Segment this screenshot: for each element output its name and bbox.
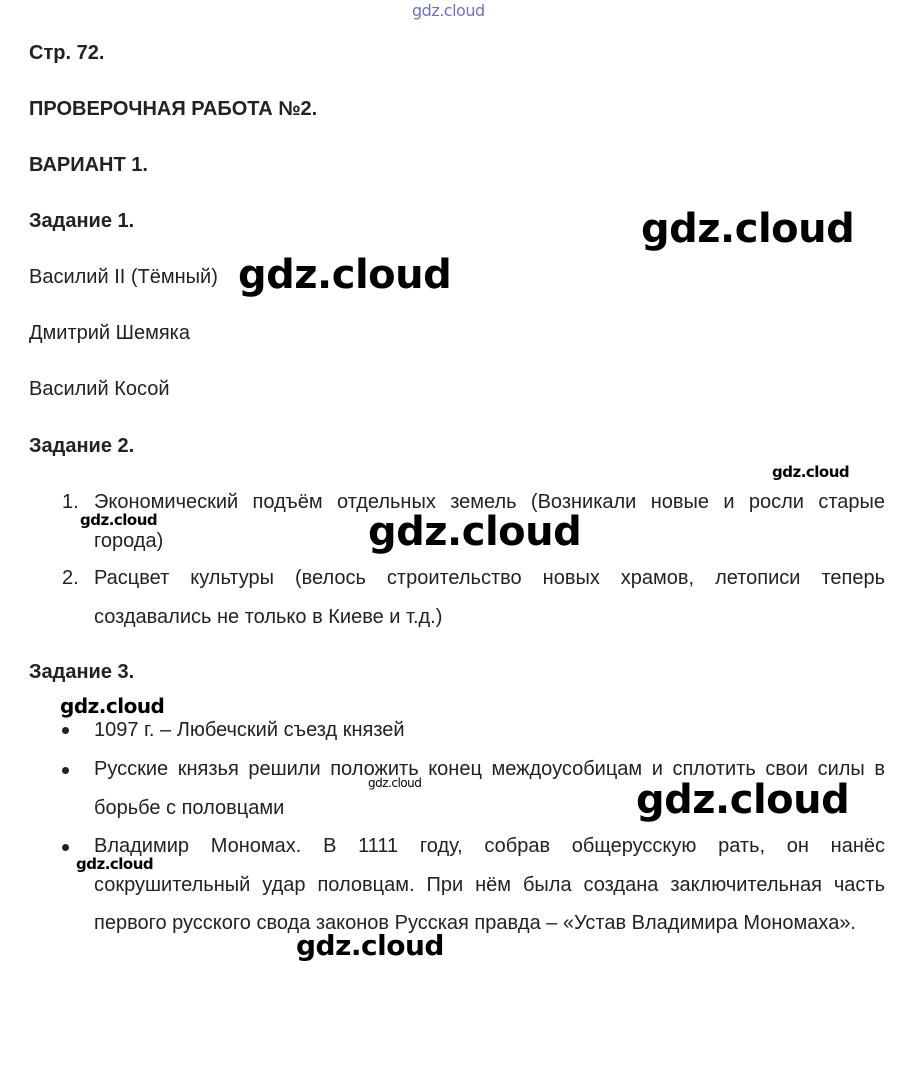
watermark: gdz.cloud [238, 252, 452, 298]
task2-item-number-2: 2. [62, 567, 79, 589]
watermark: gdz.cloud [80, 511, 158, 529]
watermark-top: gdz.cloud [412, 1, 485, 20]
bullet-marker [62, 844, 69, 851]
task2-item-number-1: 1. [62, 491, 79, 513]
task3-item-3: Владимир Мономах. В 1111 году, собрав общерусскую рать, он нанёс сокрушительный удар половцам. При нём была создана заключительная часть первого русского свода законов Русская правда – «Устав Владимира Мономаха». [94, 835, 885, 934]
page-label: Стр. 72. [29, 42, 105, 64]
watermark: gdz.cloud [76, 855, 154, 873]
task3-item-2: Русские князья решили положить конец междоусобицам и сплотить свои силы в борьбе с половцами [94, 758, 885, 819]
watermark: gdz.cloud [60, 694, 165, 718]
watermark: gdz.cloud [368, 776, 422, 790]
task2-heading: Задание 2. [29, 435, 135, 457]
watermark: gdz.cloud [636, 777, 850, 823]
watermark: gdz.cloud [296, 929, 444, 962]
test-title: ПРОВЕРОЧНАЯ РАБОТА №2. [29, 98, 318, 120]
task2-item-text-2: Расцвет культуры (велось строительство новых храмов, летописи теперь создавались не только в Киеве и т.д.) [94, 567, 885, 628]
watermark: gdz.cloud [772, 463, 850, 481]
bullet-marker [62, 767, 69, 774]
task1-answer-2: Дмитрий Шемяка [29, 322, 190, 344]
task3-heading: Задание 3. [29, 661, 135, 683]
bullet-marker [62, 727, 69, 734]
task1-heading: Задание 1. [29, 210, 135, 232]
watermark: gdz.cloud [641, 206, 855, 252]
task2-item-text-1: Экономический подъём отдельных земель (Возникали новые и росли старые города) [94, 491, 885, 552]
task3-item-1: 1097 г. – Любечский съезд князей [94, 719, 405, 741]
task1-answer-3: Василий Косой [29, 378, 170, 400]
variant-title: ВАРИАНТ 1. [29, 154, 148, 176]
task1-answer-1: Василий II (Тёмный) [29, 266, 218, 288]
watermark: gdz.cloud [368, 509, 582, 555]
